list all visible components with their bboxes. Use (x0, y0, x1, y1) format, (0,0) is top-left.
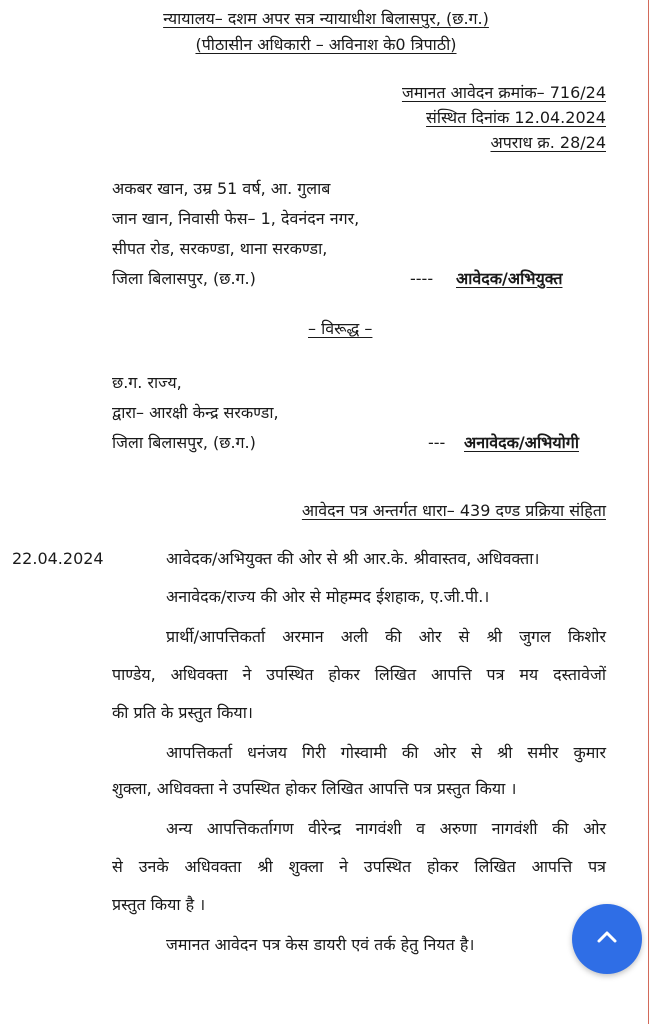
para2-line: शुक्ला, अधिवक्ता ने उपस्थित होकर लिखित आपत्ति पत्र प्रस्तुत किया । (112, 779, 517, 798)
applicant-line: अकबर खान, उम्र 51 वर्ष, आ. गुलाब (112, 179, 331, 198)
respondent-line: जिला बिलासपुर, (छ.ग.) (112, 433, 256, 452)
applicant-line: सीपत रोड, सरकण्डा, थाना सरकण्डा, (112, 239, 328, 258)
crime-number: अपराध क्र. 28/24 (490, 133, 606, 152)
page-edge-line (648, 0, 649, 1024)
applicant-line: जान खान, निवासी फेस– 1, देवनंदन नगर, (112, 209, 360, 228)
respondent-line: द्वारा– आरक्षी केन्द्र सरकण्डा, (112, 403, 279, 422)
respondent-role: अनावेदक/अभियोगी (464, 433, 579, 452)
instituted-date: संस्थित दिनांक 12.04.2024 (426, 108, 606, 127)
closing-line: जमानत आवेदन पत्र केस डायरी एवं तर्क हेतु नियत है। (166, 935, 475, 954)
bail-application-number: जमानत आवेदन क्रमांक– 716/24 (401, 83, 606, 102)
para3-line: से उनके अधिवक्ता श्री शुक्ला ने उपस्थित होकर लिखित आपत्ति पत्र (112, 857, 606, 876)
order-date: 22.04.2024 (12, 549, 104, 568)
para1-line: प्रार्थी/आपत्तिकर्ता अरमान अली की ओर से श्री जुगल किशोर (166, 627, 606, 646)
respondent-dashes: --- (428, 433, 446, 452)
para3-line: अन्य आपत्तिकर्तागण वीरेन्द्र नागवंशी व अरुणा नागवंशी की ओर (166, 819, 606, 838)
para1-line: पाण्डेय, अधिवक्ता ने उपस्थित होकर लिखित आपत्ति पत्र मय दस्तावेजों (112, 665, 606, 684)
presiding-officer: (पीठासीन अधिकारी – अविनाश के0 त्रिपाठी) (195, 35, 457, 54)
applicant-line: जिला बिलासपुर, (छ.ग.) (112, 269, 256, 288)
application-heading: आवेदन पत्र अन्तर्गत धारा– 439 दण्ड प्रक्रिया संहिता (301, 501, 606, 520)
appearance-applicant: आवेदक/अभियुक्त की ओर से श्री आर.के. श्रीवास्तव, अधिवक्ता। (166, 549, 540, 568)
respondent-line: छ.ग. राज्य, (112, 373, 182, 392)
para2-line: आपत्तिकर्ता धनंजय गिरी गोस्वामी की ओर से श्री समीर कुमार (166, 743, 606, 762)
applicant-dashes: ---- (410, 269, 434, 288)
scroll-to-top-button[interactable] (572, 904, 642, 974)
para1-line: की प्रति के प्रस्तुत किया। (112, 703, 253, 722)
versus-label: – विरूद्ध – (308, 319, 373, 338)
chevron-up-icon (592, 922, 622, 956)
court-title: न्यायालय– दशम अपर सत्र न्यायाधीश बिलासपुर, (छ.ग.) (163, 9, 489, 28)
appearance-state: अनावेदक/राज्य की ओर से मोहम्मद ईशहाक, ए.जी.पी.। (166, 587, 490, 606)
para3-line: प्रस्तुत किया है । (112, 895, 206, 914)
applicant-role: आवेदक/अभियुक्त (456, 269, 563, 288)
